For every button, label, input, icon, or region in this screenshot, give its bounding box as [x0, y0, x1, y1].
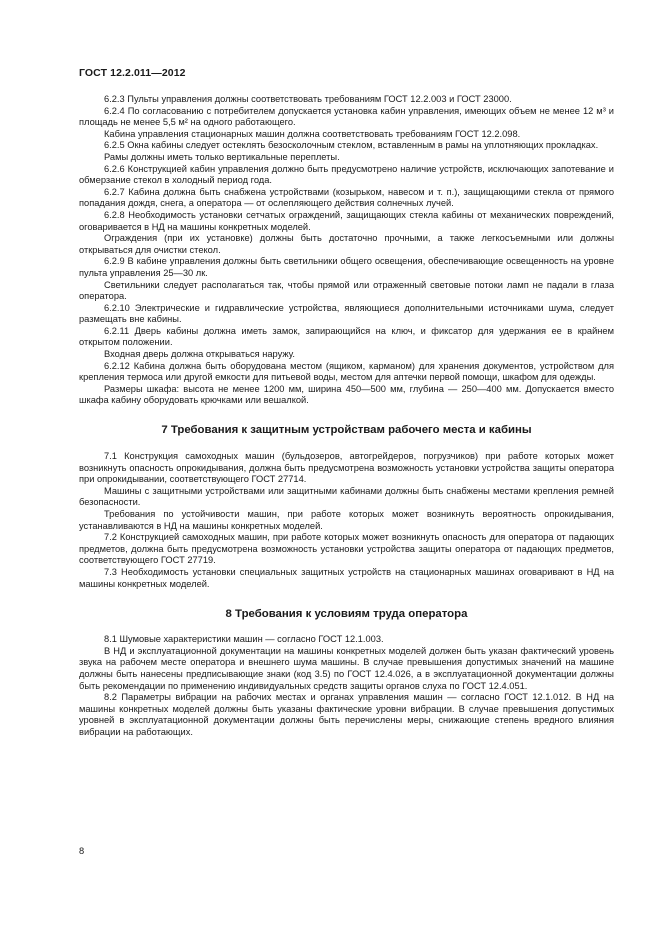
paragraph: 6.2.4 По согласованию с потребителем допускается установка кабин управления, имеющих объем не менее 12 м³ и площадь не менее 5,5 м² на одного работающего.	[79, 105, 614, 128]
paragraph: 8.2 Параметры вибрации на рабочих местах и органах управления машин — согласно ГОСТ 12.1.012. В НД на машины конкретных моделей должны быть указаны фактические уровни вибрации. В случае превышения допустимых уровней в эксплуатационной документации должны быть перечислены меры, снижающие степень вредного влияния вибрации на работающих.	[79, 692, 614, 737]
paragraph: 6.2.8 Необходимость установки сетчатых ограждений, защищающих стекла кабины от механических повреждений, оговаривается в НД на машины конкретных моделей.	[79, 209, 614, 232]
paragraph: 8.1 Шумовые характеристики машин — согласно ГОСТ 12.1.003.	[104, 634, 384, 645]
section-7-heading: 7 Требования к защитным устройствам рабочего места и кабины	[161, 424, 532, 437]
paragraph: Ограждения (при их установке) должны быть достаточно прочными, а также легкосъемными или должны открываться для очистки стекол.	[79, 233, 614, 255]
paragraph: Входная дверь должна открываться наружу.	[104, 349, 295, 360]
page-content	[79, 94, 614, 739]
paragraph: Требования по устойчивости машин, при работе которых может возникнуть вероятность опрокидывания, устанавливаются в НД на машины конкретных моделей.	[79, 509, 614, 531]
paragraph: 7.3 Необходимость установки специальных защитных устройств на стационарных машинах оговаривают в НД на машины конкретных моделей.	[79, 566, 614, 589]
paragraph: 6.2.11 Дверь кабины должна иметь замок, запирающийся на ключ, и фиксатор для удержания ее в крайнем открытом положении.	[79, 325, 614, 348]
paragraph: 6.2.3 Пульты управления должны соответствовать требованиям ГОСТ 12.2.003 и ГОСТ 23000.	[104, 94, 512, 104]
paragraph: В НД и эксплуатационной документации на машины конкретных моделей должен быть указан фактический уровень звука на рабочем месте оператора и внешнего шума машины. В случае превышения допустимых значений на машине должны быть нанесены предписывающие знаки (код 3.5) по ГОСТ 12.4.026, а в эксплуатационной документации должны быть рекомендации по применению индивидуальных средств защиты органов слуха по ГОСТ 12.4.051.	[79, 645, 614, 691]
section-8-heading: 8 Требования к условиям труда оператора	[225, 608, 468, 621]
paragraph: 6.2.5 Окна кабины следует остеклять безосколочным стеклом, вставленным в рамы на уплотняющих прокладках.	[104, 140, 599, 151]
paragraph: 6.2.10 Электрические и гидравлические устройства, являющиеся дополнительными источниками шума, следует размещать вне кабины.	[79, 302, 614, 325]
section-7-body	[79, 451, 614, 590]
paragraph: Машины с защитными устройствами или защитными кабинами должны быть снабжены местами крепления ремней безопасности.	[79, 485, 614, 508]
document-header: ГОСТ 12.2.011—2012	[79, 67, 186, 79]
paragraph: Рамы должны иметь только вертикальные переплеты.	[104, 151, 340, 162]
paragraph: 6.2.6 Конструкцией кабин управления должно быть предусмотрено наличие устройств, исключающих запотевание и обмерзание стекол в холодный период года.	[79, 163, 614, 186]
page-number: 8	[79, 846, 85, 856]
paragraph: Кабина управления стационарных машин должна соответствовать требованиям ГОСТ 12.2.098.	[104, 128, 521, 139]
paragraph: Размеры шкафа: высота не менее 1200 мм, ширина 450—500 мм, глубина — 250—400 мм. Допускается вместо шкафа кабину оборудовать крючками или вешалкой.	[79, 383, 614, 406]
paragraph: 7.2 Конструкцией самоходных машин, при работе которых может возникнуть опасность для оператора от падающих предметов, должна быть предусмотрена возможность установки устройства защиты оператора от падающих предметов, соответствующего ГОСТ 27719.	[79, 532, 614, 566]
paragraph: 6.2.7 Кабина должна быть снабжена устройствами (козырьком, навесом и т. п.), защищающими стекла от прямого попадания дождя, снега, а оператора — от ослепляющего действия солнечных лучей.	[79, 186, 614, 209]
section-8-body	[79, 634, 614, 738]
paragraph: 6.2.9 В кабине управления должны быть светильники общего освещения, обеспечивающие освещенность на уровне пульта управления 25—30 лк.	[79, 256, 614, 278]
section-6-2-continuation	[79, 94, 614, 407]
paragraph: Светильники следует располагаться так, чтобы прямой или отраженный световые потоки ламп не падали в глаза оператора.	[79, 279, 614, 302]
paragraph: 6.2.12 Кабина должна быть оборудована местом (ящиком, карманом) для хранения документов, устройством для крепления термоса или другой емкости для питьевой воды, местом для аптечки первой помощи, шкафом для одежды.	[79, 360, 614, 383]
paragraph: 7.1 Конструкция самоходных машин (бульдозеров, автогрейдеров, погрузчиков) при работе которых может возникнуть опасность опрокидывания, должна быть предусмотрена возможность установки устройства защиты оператора при опрокидывании, соответствующего ГОСТ 27714.	[79, 451, 614, 485]
